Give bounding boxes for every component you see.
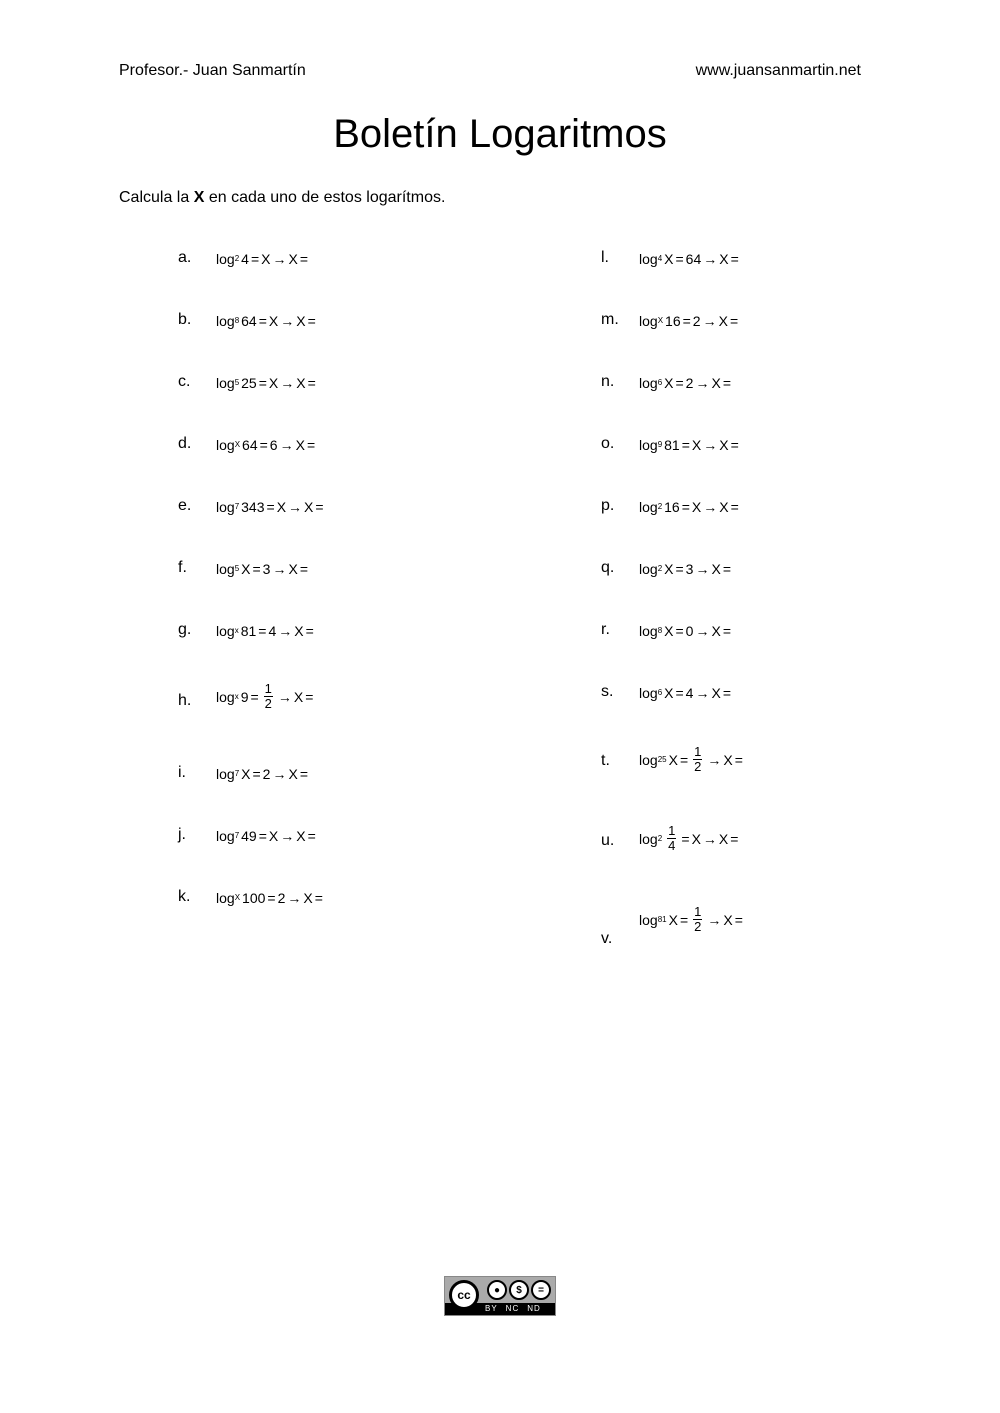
- exercise-r: log 8 X = 0 → X =: [639, 623, 731, 639]
- exercise-b: log 8 64 = X → X =: [216, 313, 316, 329]
- page-title: Boletín Logaritmos: [333, 112, 667, 156]
- exercise-label-s: s.: [601, 683, 614, 700]
- exercise-g: log x 81 = 4 → X =: [216, 623, 314, 639]
- exercise-f: log 5 X = 3 → X =: [216, 561, 308, 577]
- exercise-v: log 81 X = $\frac{1}{2}$ → X =: [639, 904, 743, 934]
- fraction: $\frac{1}{2}$: [694, 744, 702, 774]
- exercise-m: log X 16 = 2 → X =: [639, 313, 739, 329]
- nc-dollar-icon: $: [509, 1280, 529, 1300]
- exercise-n: log 6 X = 2 → X =: [639, 375, 731, 391]
- exercise-h: log x 9 = $\frac{1}{2}$ → X =: [216, 681, 314, 711]
- exercise-label-p: p.: [601, 497, 615, 514]
- exercise-l: log 4 X = 64 → X =: [639, 251, 739, 267]
- exercise-label-v: v.: [601, 930, 613, 947]
- exercise-label-b: b.: [178, 311, 192, 328]
- exercise-q: log 2 X = 3 → X =: [639, 561, 731, 577]
- cc-license-badge: [444, 1276, 556, 1316]
- exercise-label-o: o.: [601, 435, 615, 452]
- exercise-a: log 2 4 = X → X =: [216, 251, 308, 267]
- exercise-j: log 7 49 = X → X =: [216, 828, 316, 844]
- exercise-label-e: e.: [178, 497, 192, 514]
- exercise-d: log X 64 = 6 → X =: [216, 437, 316, 453]
- fraction: $\frac{1}{2}$: [264, 681, 272, 711]
- instructions: Calcula la X en cada uno de estos logarítmos.: [119, 189, 446, 206]
- exercise-label-r: r.: [601, 621, 610, 638]
- exercise-label-t: t.: [601, 752, 610, 769]
- exercise-o: log 9 81 = X → X =: [639, 437, 739, 453]
- exercise-label-l: l.: [601, 249, 609, 266]
- exercise-label-f: f.: [178, 559, 187, 576]
- fraction: $\frac{1}{2}$: [694, 904, 702, 934]
- exercise-label-n: n.: [601, 373, 615, 390]
- exercise-u: log 2 $\frac{1}{4}$ = X → X =: [639, 823, 739, 853]
- header-website: www.juansanmartin.net: [695, 62, 861, 79]
- exercise-t: log 25 X = $\frac{1}{2}$ → X =: [639, 744, 743, 774]
- exercise-label-h: h.: [178, 692, 192, 709]
- nd-equals-icon: =: [531, 1280, 551, 1300]
- exercise-label-a: a.: [178, 249, 192, 266]
- exercise-label-q: q.: [601, 559, 615, 576]
- exercise-label-d: d.: [178, 435, 192, 452]
- exercise-p: log 2 16 = X → X =: [639, 499, 739, 515]
- by-person-icon: ●: [487, 1280, 507, 1300]
- exercise-i: log 7 X = 2 → X =: [216, 766, 308, 782]
- header-author: Profesor.- Juan Sanmartín: [119, 62, 306, 79]
- exercise-label-u: u.: [601, 832, 615, 849]
- exercise-k: log X 100 = 2 → X =: [216, 890, 323, 906]
- license-tag-nd: ND: [527, 1304, 541, 1313]
- exercise-label-m: m.: [601, 311, 619, 328]
- exercise-s: log 6 X = 4 → X =: [639, 685, 731, 701]
- exercise-label-i: i.: [178, 764, 186, 781]
- exercise-c: log 5 25 = X → X =: [216, 375, 316, 391]
- license-tag-by: BY: [485, 1304, 498, 1313]
- exercise-label-j: j.: [178, 826, 186, 843]
- license-tags: [485, 1304, 549, 1313]
- exercise-label-g: g.: [178, 621, 192, 638]
- exercise-label-c: c.: [178, 373, 191, 390]
- exercise-e: log 7 343 = X → X =: [216, 499, 324, 515]
- cc-icon: cc: [449, 1280, 479, 1310]
- exercise-label-k: k.: [178, 888, 191, 905]
- license-tag-nc: NC: [505, 1304, 520, 1313]
- fraction: $\frac{1}{4}$: [668, 823, 676, 853]
